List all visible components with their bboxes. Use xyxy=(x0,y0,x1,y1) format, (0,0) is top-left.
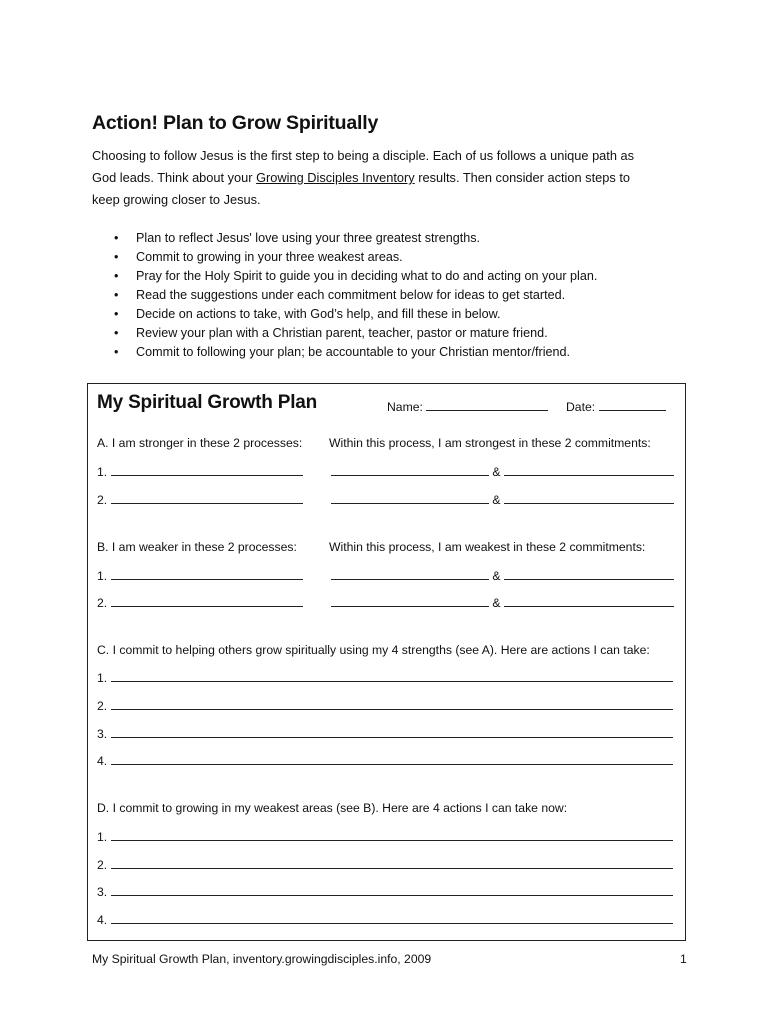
blank-line[interactable] xyxy=(111,595,303,607)
section-c-action-4[interactable] xyxy=(97,753,673,768)
item-number: 2. xyxy=(97,699,108,713)
section-d-action-3[interactable] xyxy=(97,884,673,899)
list-item: • Review your plan with a Christian parent, teacher, pastor or mature friend. xyxy=(110,324,597,343)
blank-line[interactable] xyxy=(111,568,303,580)
blank-line[interactable] xyxy=(111,753,673,765)
blank-line[interactable] xyxy=(111,464,303,476)
date-label: Date: xyxy=(566,400,596,414)
name-blank[interactable] xyxy=(426,399,548,411)
section-b-process-2[interactable] xyxy=(97,595,303,610)
intro-line-2-end: results. Then consider action steps to xyxy=(414,170,630,185)
instructions-list xyxy=(110,229,597,362)
section-b-heading: B. I am weaker in these 2 processes: xyxy=(97,540,297,554)
section-b-process-1[interactable] xyxy=(97,568,303,583)
section-c-heading: C. I commit to helping others grow spiritually using my 4 strengths (see A). Here are actions I can take: xyxy=(97,643,650,657)
date-field[interactable] xyxy=(566,399,666,414)
ampersand: & xyxy=(492,596,501,610)
name-label: Name: xyxy=(387,400,423,414)
section-c-action-3[interactable] xyxy=(97,726,673,741)
item-number: 4. xyxy=(97,754,108,768)
blank-line[interactable] xyxy=(111,857,673,869)
intro-line-1: Choosing to follow Jesus is the first step to being a disciple. Each of us follows a unique path as xyxy=(92,148,635,163)
intro-line-2-start: God leads. Think about your xyxy=(92,170,257,185)
blank-line[interactable] xyxy=(504,492,674,504)
section-a-heading: A. I am stronger in these 2 processes: xyxy=(97,436,303,450)
section-a-process-2[interactable] xyxy=(97,492,303,507)
blank-line[interactable] xyxy=(504,568,674,580)
list-item: • Pray for the Holy Spirit to guide you in deciding what to do and acting on your plan. xyxy=(110,267,597,286)
plan-title: My Spiritual Growth Plan xyxy=(97,392,318,413)
list-item: • Plan to reflect Jesus' love using your three greatest strengths. xyxy=(110,229,597,248)
item-number: 2. xyxy=(97,493,108,507)
date-blank[interactable] xyxy=(599,399,666,411)
blank-line[interactable] xyxy=(504,595,674,607)
blank-line[interactable] xyxy=(111,726,673,738)
item-number: 2. xyxy=(97,858,108,872)
section-d-action-1[interactable] xyxy=(97,829,673,844)
blank-line[interactable] xyxy=(111,698,673,710)
blank-line[interactable] xyxy=(111,884,673,896)
item-number: 3. xyxy=(97,727,108,741)
item-number: 1. xyxy=(97,569,108,583)
item-number: 1. xyxy=(97,465,108,479)
blank-line[interactable] xyxy=(111,492,303,504)
name-field[interactable] xyxy=(387,399,548,414)
section-b-commitments-heading: Within this process, I am weakest in these 2 commitments: xyxy=(329,540,646,554)
intro-line-2 xyxy=(92,170,630,185)
list-item: • Read the suggestions under each commitment below for ideas to get started. xyxy=(110,286,597,305)
section-a-commitments-2[interactable] xyxy=(331,492,674,507)
ampersand: & xyxy=(492,465,501,479)
section-b-commitments-1[interactable] xyxy=(331,568,674,583)
section-b-commitments-2[interactable] xyxy=(331,595,674,610)
item-number: 1. xyxy=(97,830,108,844)
item-number: 3. xyxy=(97,885,108,899)
blank-line[interactable] xyxy=(504,464,674,476)
section-a-process-1[interactable] xyxy=(97,464,303,479)
intro-line-3: keep growing closer to Jesus. xyxy=(92,192,261,207)
ampersand: & xyxy=(492,569,501,583)
section-c-action-1[interactable] xyxy=(97,670,673,685)
footer-source: My Spiritual Growth Plan, inventory.growingdisciples.info, 2009 xyxy=(92,952,432,966)
blank-line[interactable] xyxy=(331,595,489,607)
blank-line[interactable] xyxy=(331,568,489,580)
page-title: Action! Plan to Grow Spiritually xyxy=(92,112,379,134)
section-d-action-2[interactable] xyxy=(97,857,673,872)
item-number: 4. xyxy=(97,913,108,927)
blank-line[interactable] xyxy=(111,912,673,924)
item-number: 2. xyxy=(97,596,108,610)
inventory-link[interactable]: Growing Disciples Inventory xyxy=(256,170,415,185)
list-item: • Commit to growing in your three weakest areas. xyxy=(110,248,597,267)
section-a-commitments-heading: Within this process, I am strongest in these 2 commitments: xyxy=(329,436,651,450)
item-number: 1. xyxy=(97,671,108,685)
list-item: • Commit to following your plan; be accountable to your Christian mentor/friend. xyxy=(110,343,597,362)
section-d-heading: D. I commit to growing in my weakest areas (see B). Here are 4 actions I can take now: xyxy=(97,801,568,815)
ampersand: & xyxy=(492,493,501,507)
blank-line[interactable] xyxy=(331,492,489,504)
page-number: 1 xyxy=(680,952,687,966)
blank-line[interactable] xyxy=(111,829,673,841)
section-c-action-2[interactable] xyxy=(97,698,673,713)
section-a-commitments-1[interactable] xyxy=(331,464,674,479)
section-d-action-4[interactable] xyxy=(97,912,673,927)
list-item: • Decide on actions to take, with God’s help, and fill these in below. xyxy=(110,305,597,324)
blank-line[interactable] xyxy=(111,670,673,682)
blank-line[interactable] xyxy=(331,464,489,476)
